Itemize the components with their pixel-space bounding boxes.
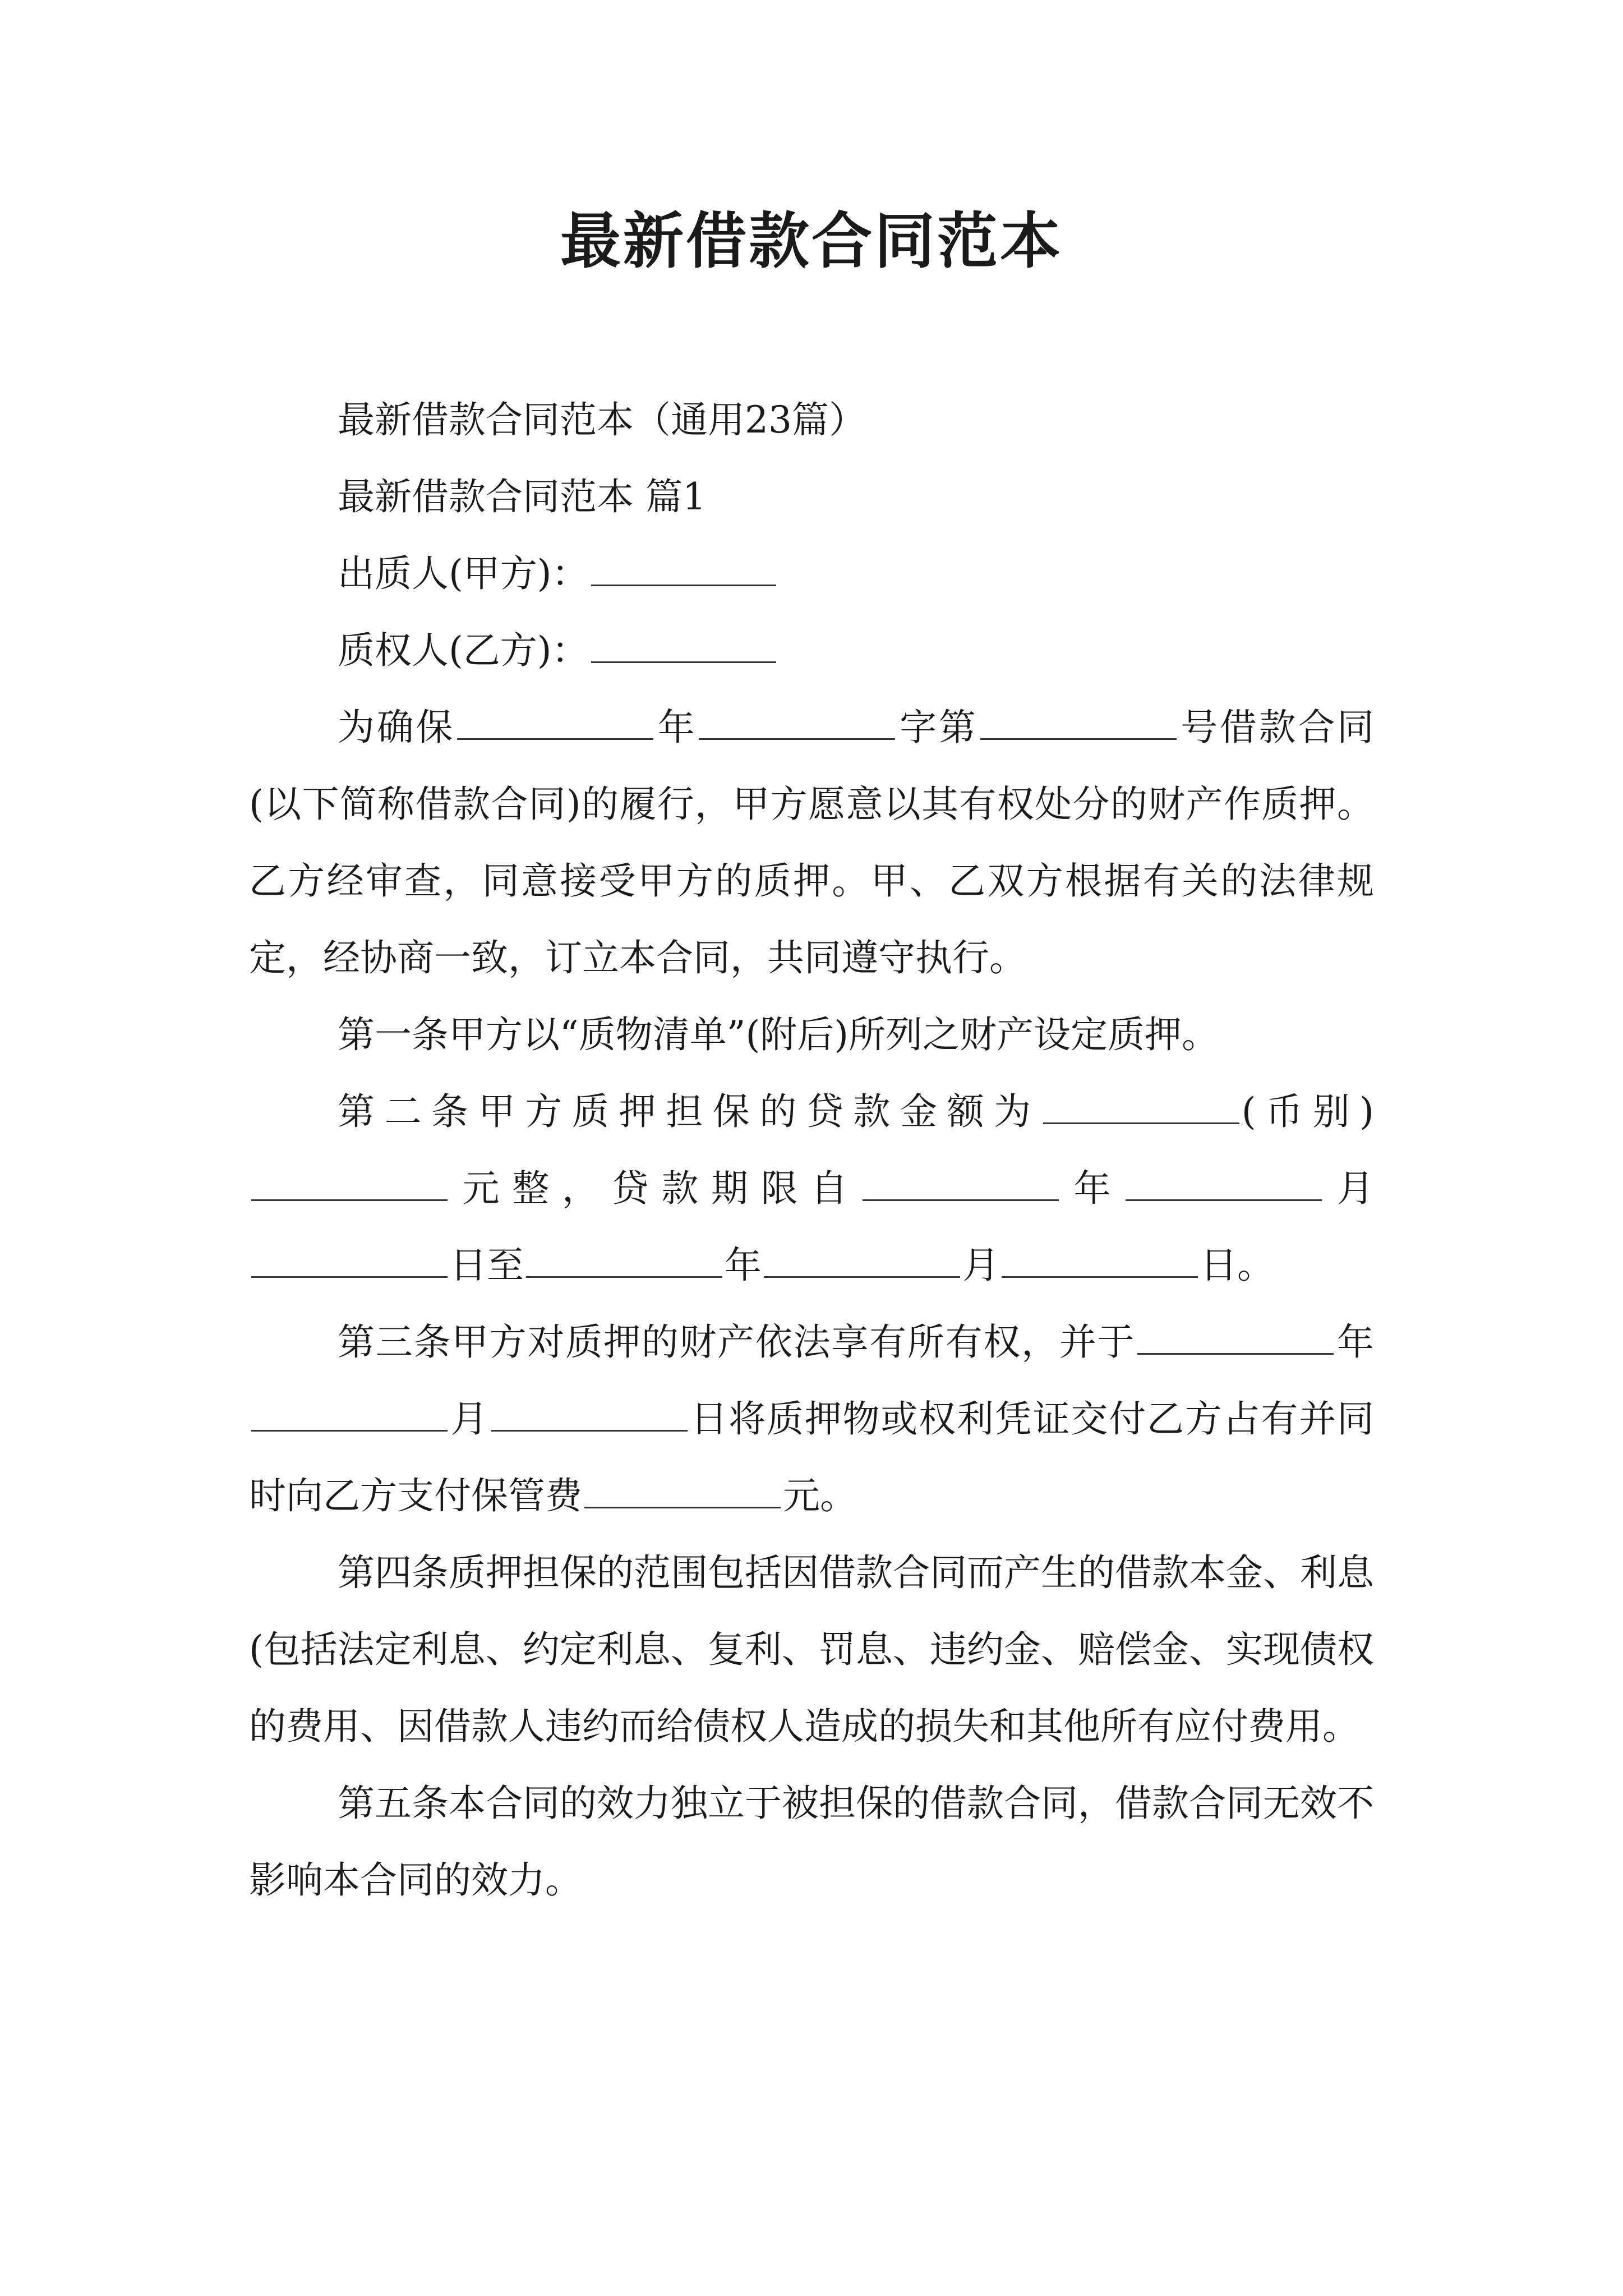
article-2-text-1: 第二条甲方质押担保的贷款金额为	[338, 1090, 1041, 1133]
contract-prefix-blank	[699, 705, 895, 740]
party-b-blank	[591, 628, 776, 663]
end-year-blank	[526, 1243, 722, 1278]
article-3-text-4: 日将质押物或权利凭证交付乙方占有并同时向乙方支付保管费	[249, 1397, 1375, 1517]
party-a-blank	[591, 551, 776, 586]
preamble-text-1: 为确保	[338, 706, 455, 749]
preamble-paragraph	[249, 689, 1374, 996]
document-body	[249, 381, 1374, 1918]
party-a-label: 出质人(甲方)：	[338, 552, 589, 595]
party-a-line	[249, 535, 1374, 612]
article-5: 第五条本合同的效力独立于被担保的借款合同，借款合同无效不影响本合同的效力。	[249, 1782, 1374, 1902]
article-1: 第一条甲方以“质物清单”(附后)所列之财产设定质押。	[338, 1013, 1219, 1056]
start-month-blank	[1126, 1166, 1322, 1201]
start-year-blank	[863, 1166, 1059, 1201]
article-3	[249, 1304, 1374, 1534]
section-title: 最新借款合同范本 篇1	[338, 475, 706, 518]
end-day-blank	[1002, 1243, 1198, 1278]
end-month-blank	[764, 1243, 960, 1278]
article-2-text-5: 月	[1324, 1167, 1375, 1210]
party-b-label: 质权人(乙方)：	[338, 629, 589, 672]
article-2-text-2: (币别)	[1241, 1090, 1374, 1133]
preamble-text-4: 号借款合同(以下简称借款合同)的履行，甲方愿意以其有权处分的财产作质押。乙方经审查，同意接受甲方的质押。甲、乙双方根据有关的法律规定，经协商一致，订立本合同，共同遵守执行。	[249, 706, 1375, 979]
delivery-year-blank	[1137, 1319, 1334, 1355]
article-2	[249, 1073, 1374, 1304]
preamble-text-3: 字第	[897, 706, 978, 749]
article-3-text-2: 年	[1336, 1320, 1375, 1364]
subtitle-line: 最新借款合同范本（通用23篇）	[338, 398, 866, 441]
article-2-text-7: 年	[725, 1244, 762, 1287]
custody-fee-blank	[584, 1473, 781, 1508]
contract-number-blank	[980, 705, 1177, 740]
contract-year-blank	[457, 705, 653, 740]
article-2-text-3: 元整，贷款期限自	[450, 1167, 860, 1210]
article-2-text-9: 日。	[1200, 1244, 1274, 1287]
delivery-month-blank	[251, 1396, 448, 1432]
loan-amount-blank	[1043, 1089, 1239, 1124]
currency-blank	[251, 1166, 448, 1201]
party-b-line	[249, 612, 1374, 689]
article-3-text-3: 月	[450, 1397, 489, 1441]
article-2-text-4: 年	[1061, 1167, 1124, 1210]
preamble-text-2: 年	[656, 706, 697, 749]
article-4: 第四条质押担保的范围包括因借款合同而产生的借款本金、利息(包括法定利息、约定利息、复利、罚息、违约金、赔偿金、实现债权的费用、因借款人违约而给债权人造成的损失和其他所有应付费用。	[249, 1551, 1374, 1748]
article-2-text-8: 月	[962, 1244, 999, 1287]
article-3-text-1: 第三条甲方对质押的财产依法享有所有权，并于	[338, 1320, 1136, 1364]
document-title: 最新借款合同范本	[560, 206, 1063, 277]
start-day-blank	[251, 1243, 448, 1278]
delivery-day-blank	[491, 1396, 688, 1432]
article-3-text-5: 元。	[783, 1474, 857, 1517]
article-2-text-6: 日至	[450, 1244, 524, 1287]
